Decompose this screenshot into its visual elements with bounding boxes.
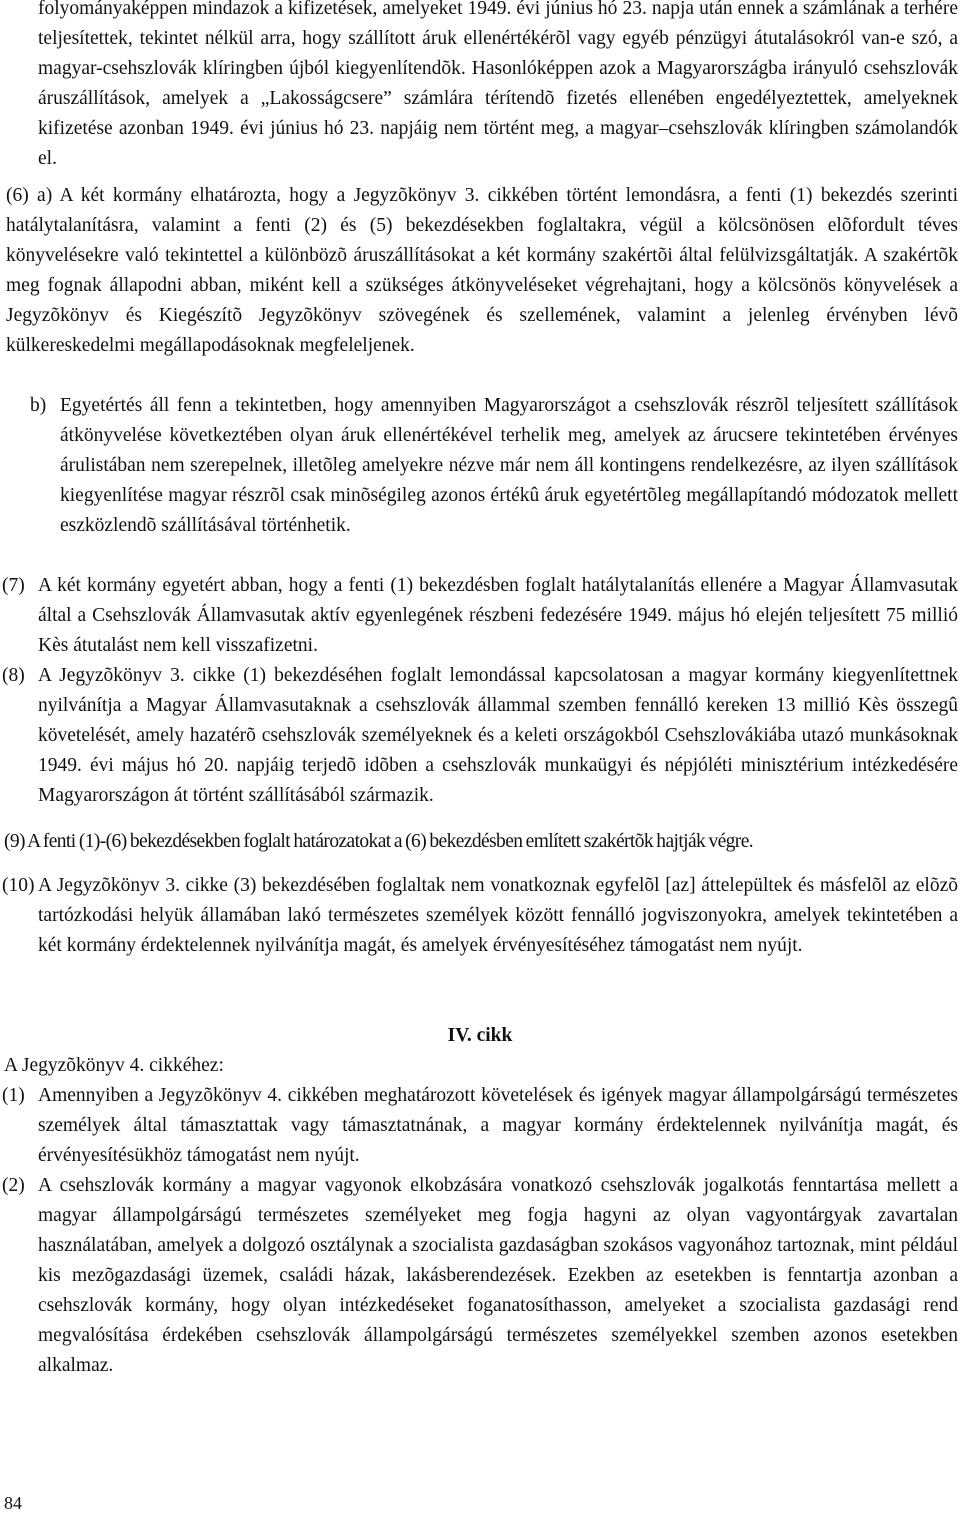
section-intro: A Jegyzõkönyv 4. cikkéhez: <box>4 1055 224 1076</box>
paragraph-6b-label: b) <box>30 395 47 416</box>
paragraph-9: (9) A fenti (1)-(6) bekezdésekben foglalt határozatokat a (6) bekezdésben említett szakértõk hajtják végre. <box>4 831 754 852</box>
section-item-1 <box>2 1081 958 1171</box>
section-item-2 <box>2 1171 958 1381</box>
section-item-1-text: Amennyiben a Jegyzõkönyv 4. cikkében meghatározott követelések és igények magyar állampolgárságú természetes személyek által támasztattak vagy támasztatnának, a magyar kormány érdektelennek nyilvánítja magát, és érvényesítésükhöz támogatást nem nyújt. <box>38 1085 958 1166</box>
paragraph-6a <box>6 181 958 361</box>
paragraph-intro: folyományaképpen mindazok a kifizetések, amelyeket 1949. évi június hó 23. napja után ennek a számlának a terhére teljesítettek, tekintet nélkül arra, hogy szállított áruk ellenértékérõl vagy egyéb pénzügyi átutalásokról van-e szó, a magyar-csehszlovák klíringben újból kiegyenlítendõk. Hasonlóképpen azok a Magyarországba irányuló csehszlovák áruszállítások, amelyek a „Lakosságcsere” számlára térítendõ fizetés ellenében engedélyeztettek, amelyeknek kifizetése azonban 1949. évi június hó 23. napjáig nem történt meg, a magyar–csehszlovák klíringben számolandók el. <box>38 0 958 169</box>
page-number: 84 <box>4 1493 22 1513</box>
section-title: IV. cikk <box>447 1025 513 1046</box>
section-item-2-label: (2) <box>2 1175 25 1196</box>
paragraph-10-label: (10) <box>2 875 35 896</box>
paragraph-7-text: A két kormány egyetért abban, hogy a fenti (1) bekezdésben foglalt hatálytalanítás ellenére a Magyar Államvasutak által a Csehszlovák Államvasutak aktív egyenlegének részbeni fedezésére 1949. május hó elején teljesített 75 millió Kès átutalást nem kell visszafizetni. <box>38 575 958 656</box>
paragraph-10-text: A Jegyzõkönyv 3. cikke (3) bekezdésében foglaltak nem vonatkoznak egyfelõl [az] áttelepültek és másfelõl az elõzõ tartózkodási helyük államában lakó természetes személyek között fennálló jogviszonyokra, amelyek tekintetében a két kormány érdektelennek nyilvánítja magát, és amelyek érvényesítéséhez támogatást nem nyújt. <box>38 875 958 956</box>
paragraph-7-label: (7) <box>2 575 25 596</box>
section-item-2-text: A csehszlovák kormány a magyar vagyonok elkobzására vonatkozó csehszlovák jogalkotás fenntartása mellett a magyar állampolgárságú természetes személyeket meg fogja hagyni az olyan vagyontárgyak zavartalan használatában, amelyek a dolgozó osztálynak a szocialista gazdaságban szokásos vagyonához tartoznak, mint például kis mezõgazdasági üzemek, családi házak, lakásberendezések. Ezekben az esetekben is fenntartja azonban a csehszlovák kormány, hogy olyan intézkedéseket foganatosíthasson, amelyeket a szocialista gazdasági rend megvalósítása érdekében csehszlovák állampolgárságú természetes személyekkel szemben azonos esetekben alkalmaz. <box>38 1175 958 1376</box>
paragraph-8-label: (8) <box>2 665 25 686</box>
paragraph-6b <box>30 391 958 541</box>
paragraph-6b-text: Egyetértés áll fenn a tekintetben, hogy amennyiben Magyarországot a csehszlovák részrõl teljesített szállítások átkönyvelése következtében olyan áruk ellenértékével terhelik meg, amelyek az árucsere tekintetében érvényes árulistában nem szerepelnek, illetõleg amelyekre nézve már nem áll kontingens rendelkezésre, az ilyen szállítások kiegyenlítése magyar részrõl csak minõségileg azonos értékû áruk egyetértõleg megállapítandó módozatok mellett eszközlendõ szállításával történhetik. <box>60 395 958 536</box>
paragraph-10 <box>2 871 958 961</box>
section-item-1-label: (1) <box>2 1085 25 1106</box>
paragraph-8 <box>2 661 958 811</box>
paragraph-7 <box>2 571 958 661</box>
paragraph-6a-text: (6) a) A két kormány elhatározta, hogy a Jegyzõkönyv 3. cikkében történt lemondásra, a fenti (1) bekezdés szerinti hatálytalanításra, valamint a fenti (2) és (5) bekezdésekben foglaltakra, végül a kölcsönösen elõfordult téves könyvelésekre való tekintettel a különbözõ áruszállításokat a két kormány szakértõi által felülvizsgáltatják. A szakértõk meg fognak állapodni abban, miként kell a szükséges átkönyveléseket végrehajtani, hogy a kölcsönös könyvelések a Jegyzõkönyv és Kiegészítõ Jegyzõkönyv szövegének és szellemének, valamint a jelenleg érvényben lévõ külkereskedelmi megállapodásoknak megfeleljenek. <box>6 185 958 356</box>
paragraph-8-text: A Jegyzõkönyv 3. cikke (1) bekezdéséhen foglalt lemondással kapcsolatosan a magyar kormány kiegyenlítettnek nyilvánítja a Magyar Államvasutaknak a csehszlovák állammal szemben fennálló kereken 13 millió Kès összegû követelését, amely hazatérõ csehszlovák személyeknek és a keleti országokból Csehszlovákiába utazó munkásoknak 1949. évi május hó 20. napjáig terjedõ idõben a csehszlovák munkaügyi és népjóléti minisztérium intézkedésére Magyarországon át történt szállításából származik. <box>38 665 958 806</box>
